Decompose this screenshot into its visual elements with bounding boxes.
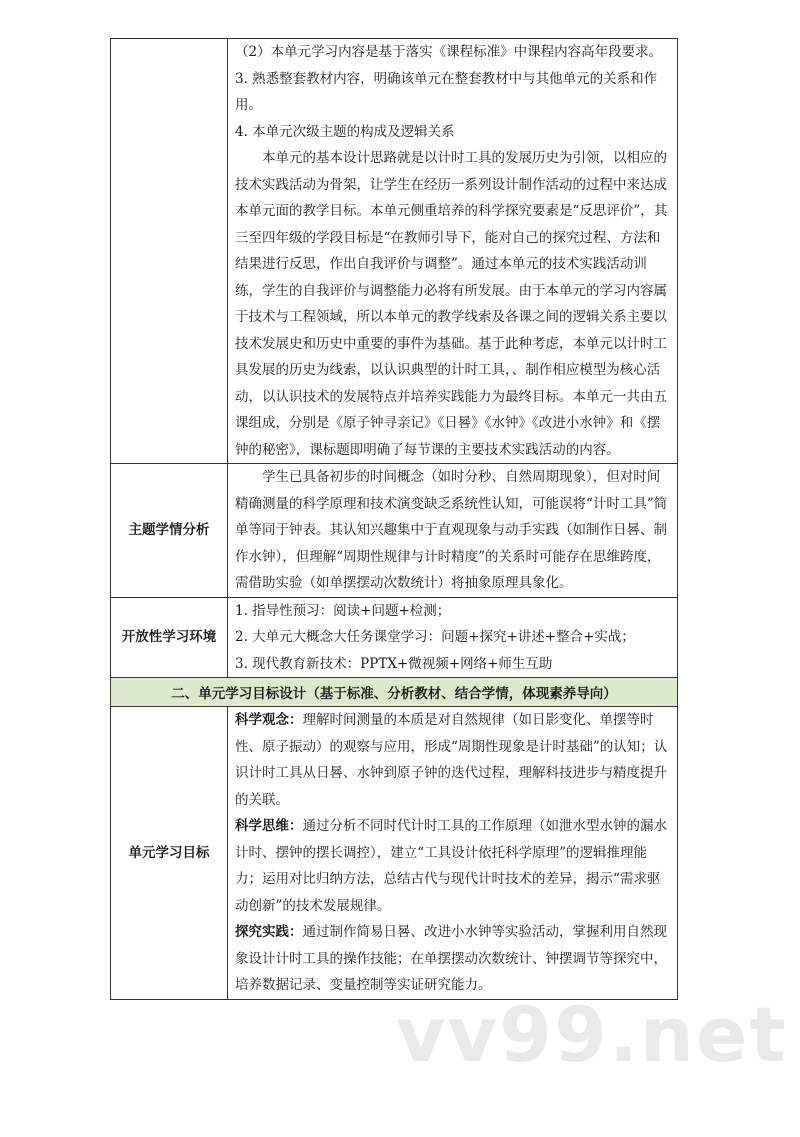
paragraph: 4. 本单元次级主题的构成及逻辑关系 bbox=[235, 123, 455, 140]
goal-heading: 探究实践： bbox=[235, 924, 303, 940]
learning-goals-content bbox=[228, 707, 678, 1000]
goal-paragraph bbox=[235, 707, 671, 813]
paragraph: （2）本单元学习内容是基于落实《课程标准》中课程内容高年段要求。 bbox=[235, 44, 663, 60]
paragraph: 2. 大单元大概念大任务课堂学习：问题+探究+讲述+整合+实战； bbox=[235, 629, 635, 645]
content-row-student-analysis bbox=[111, 464, 678, 598]
goal-paragraph bbox=[235, 919, 671, 999]
paragraph: 1. 指导性预习：阅读+问题+检测； bbox=[235, 602, 451, 619]
lesson-plan-table bbox=[110, 38, 678, 1000]
goal-heading: 科学观念： bbox=[235, 712, 303, 728]
section-header-row bbox=[111, 678, 678, 707]
paragraph: 3. 现代教育新技术：PPTX+微视频+网络+师生互助 bbox=[235, 655, 553, 672]
section-header: 二、单元学习目标设计（基于标准、分析教材、结合学情，体现素养导向） bbox=[111, 678, 678, 707]
row-label-learning-environment: 开放性学习环境 bbox=[111, 597, 228, 678]
content-row-learning-environment bbox=[111, 597, 678, 678]
watermark: vv99.net bbox=[396, 990, 788, 1079]
row-label-learning-goals: 单元学习目标 bbox=[111, 707, 228, 1000]
row-label-empty bbox=[111, 39, 228, 464]
goal-text: 理解时间测量的本质是对自然规律（如日影变化、单摆等时性、原子振动）的观察与应用，形成“周期性现象是计时基础”的认知；认识计时工具从日晷、水钟到原子钟的迭代过程，理解科技进步与精度提升的关联。 bbox=[235, 712, 668, 808]
content-row-unit-design bbox=[111, 39, 678, 464]
paragraph: 学生已具备初步的时间概念（如时分秒、自然周期现象），但对时间精确测量的科学原理和技术演变缺乏系统性认知，可能误将“计时工具”简单等同于钟表。其认知兴趣集中于直观现象与动手实践（如制作日晷、制作水钟），但理解“周期性规律与计时精度”的关系时可能存在思维跨度，需借助实验（如单摆摆动次数统计）将抽象原理具象化。 bbox=[235, 469, 668, 591]
goal-paragraph bbox=[235, 813, 671, 919]
content-row-learning-goals bbox=[111, 707, 678, 1000]
goal-text: 通过制作简易日晷、改进小水钟等实验活动，掌握利用自然现象设计计时工具的操作技能；在单摆摆动次数统计、钟摆调节等探究中，培养数据记录、变量控制等实证研究能力。 bbox=[235, 924, 667, 993]
row-label-student-analysis: 主题学情分析 bbox=[111, 464, 228, 598]
goal-text: 通过分析不同时代计时工具的工作原理（如泄水型水钟的漏水计时、摆钟的摆长调控），建立“工具设计依托科学原理”的逻辑推理能力；运用对比归纳方法，总结古代与现代计时技术的差异，揭示“需求驱动创新”的技术发展规律。 bbox=[235, 818, 667, 914]
paragraph: 3. 熟悉整套教材内容，明确该单元在整套教材中与其他单元的关系和作用。 bbox=[235, 70, 658, 113]
unit-design-content bbox=[228, 39, 678, 464]
learning-environment-content bbox=[228, 597, 678, 678]
paragraph: 本单元的基本设计思路就是以计时工具的发展历史为引领，以相应的技术实践活动为骨架，让学生在经历一系列设计制作活动的过程中来达成本单元面的教学目标。本单元侧重培养的科学探究要素是“反思评价”，其三至四年级的学段目标是“在教师引导下，能对自己的探究过程、方法和结果进行反思，作出自我评价与调整”。通过本单元的技术实践活动训练，学生的自我评价与调整能力必将有所发展。由于本单元的学习内容属于技术与工程领域，所以本单元的教学线索及各课之间的逻辑关系主要以技术发展史和历史中重要的事件为基础。基于此种考虑，本单元以计时工具发展的历史为线索，以认识典型的计时工具，、制作相应模型为核心活动，以认识技术的发展特点并培养实践能力为最终目标。本单元一共由五课组成，分别是《原子钟寻亲记》《日晷》《水钟》《改进小水钟》和《摆钟的秘密》，课标题即明确了每节课的主要技术实践活动的内容。 bbox=[235, 150, 668, 458]
goal-heading: 科学思维： bbox=[235, 818, 303, 834]
student-analysis-content bbox=[228, 464, 678, 598]
